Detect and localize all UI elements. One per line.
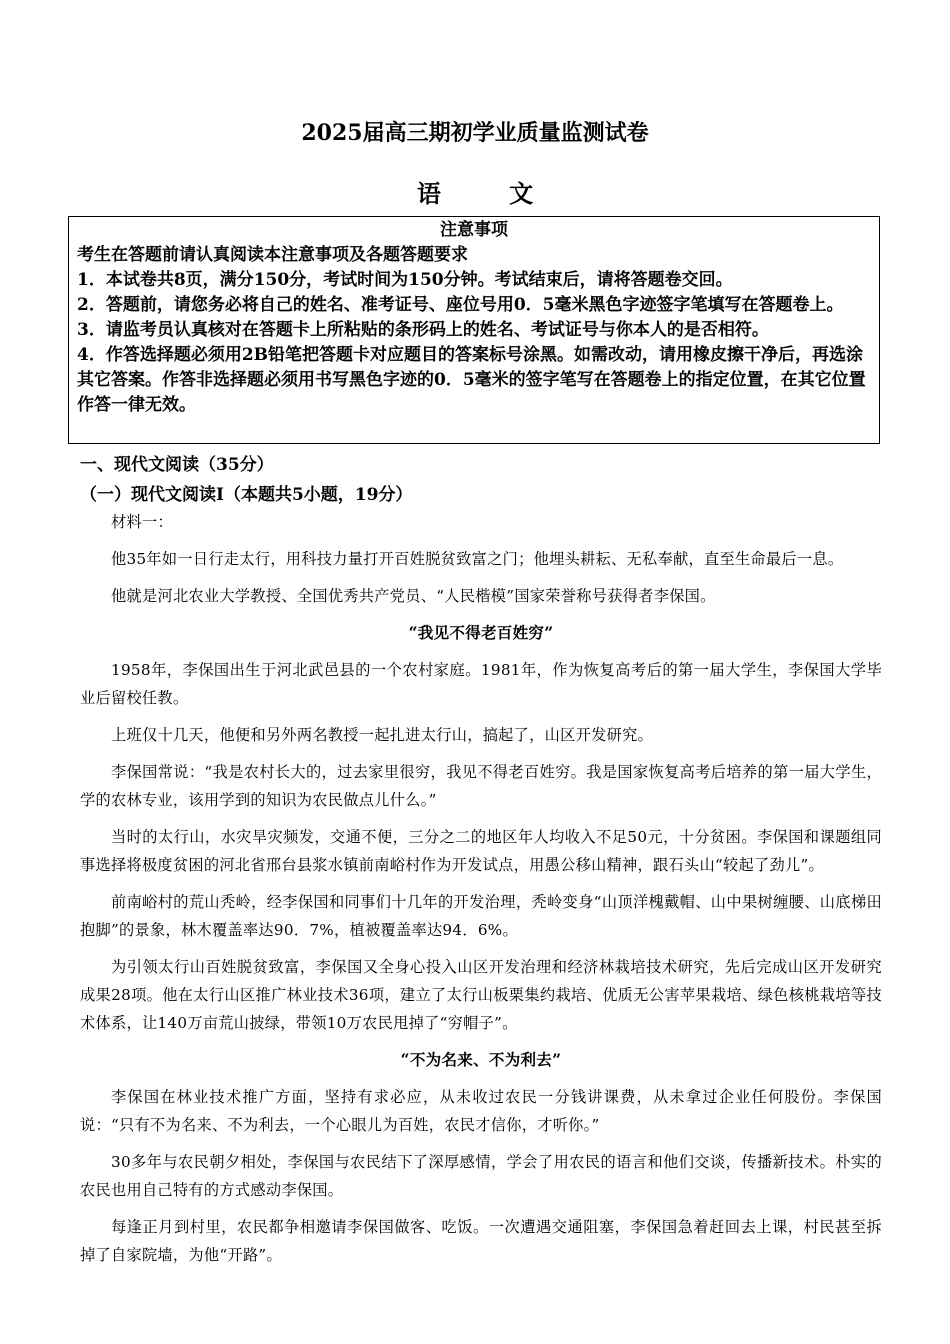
subject-title: 语 文 [416, 179, 564, 208]
notice-item-2: 2．答题前，请您务必将自己的姓名、准考证号、座位号用0．5毫米黑色字迹签字笔填写在答题卷上。 [77, 295, 844, 315]
exam-title: 2025届高三期初学业质量监测试卷 [301, 120, 649, 146]
material-label: 材料一： [111, 513, 173, 531]
reading-material [80, 508, 882, 1278]
paragraph: 为引领太行山百姓脱贫致富，李保国又全身心投入山区开发治理和经济林栽培技术研究，先后完成山区开发研究成果28项。他在太行山区推广林业技术36项，建立了太行山板栗集约栽培、优质无公害苹果栽培、绿色核桃栽培等技术体系，让140万亩荒山披绿，带领10万农民甩掉了“穷帽子”。 [80, 958, 882, 1032]
section-subheading: （一）现代文阅读Ⅰ（本题共5小题，19分） [80, 485, 413, 505]
material-subheading: “我见不得老百姓穷” [408, 623, 554, 642]
notice-heading: 注意事项 [440, 220, 508, 240]
paragraph: 前南峪村的荒山秃岭，经李保国和同事们十几年的开发治理，秃岭变身“山顶洋槐戴帽、山中果树缠腰、山底梯田抱脚”的景象，林木覆盖率达90．7%，植被覆盖率达94．6%。 [80, 893, 882, 939]
notice-item-4: 4．作答选择题必须用2B铅笔把答题卡对应题目的答案标号涂黑。如需改动，请用橡皮擦干净后，再选涂其它答案。作答非选择题必须用书写黑色字迹的0．5毫米的签字笔写在答题卷上的指定位置，在其它位置作答一律无效。 [77, 345, 866, 415]
paragraph: 他就是河北农业大学教授、全国优秀共产党员、“人民楷模”国家荣誉称号获得者李保国。 [111, 587, 716, 605]
notice-item-3: 3．请监考员认真核对在答题卡上所粘贴的条形码上的姓名、考试证号与你本人的是否相符。 [77, 320, 769, 340]
paragraph: 他35年如一日行走太行，用科技力量打开百姓脱贫致富之门；他埋头耕耘、无私奉献，直至生命最后一息。 [111, 550, 844, 568]
paragraph: 每逢正月到村里，农民都争相邀请李保国做客、吃饭。一次遭遇交通阻塞，李保国急着赶回去上课，村民甚至拆掉了自家院墙，为他“开路”。 [80, 1218, 882, 1264]
paragraph: 上班仅十几天，他便和另外两名教授一起扎进太行山，搞起了，山区开发研究。 [111, 726, 654, 744]
notice-box [68, 216, 880, 444]
paragraph: 当时的太行山，水灾旱灾频发，交通不便，三分之二的地区年人均收入不足50元，十分贫困。李保国和课题组同事选择将极度贫困的河北省邢台县浆水镇前南峪村作为开发试点，用愚公移山精神，跟石头山“较起了劲儿”。 [80, 828, 882, 874]
material-subheading: “不为名来、不为利去” [400, 1050, 562, 1069]
notice-item-1: 1．本试卷共8页，满分150分，考试时间为150分钟。考试结束后，请将答题卷交回。 [77, 270, 733, 290]
notice-intro: 考生在答题前请认真阅读本注意事项及各题答题要求 [77, 245, 468, 265]
section-heading: 一、现代文阅读（35分） [80, 455, 274, 475]
paragraph: 1958年，李保国出生于河北武邑县的一个农村家庭。1981年，作为恢复高考后的第一届大学生，李保国大学毕业后留校任教。 [80, 661, 882, 707]
paragraph: 李保国在林业技术推广方面，坚持有求必应，从未收过农民一分钱讲课费，从未拿过企业任何股份。李保国说：“只有不为名来、不为利去，一个心眼儿为百姓，农民才信你，才听你。” [80, 1088, 882, 1134]
paragraph: 李保国常说：“我是农村长大的，过去家里很穷，我见不得老百姓穷。我是国家恢复高考后培养的第一届大学生，学的农林专业，该用学到的知识为农民做点儿什么。” [80, 763, 882, 809]
paragraph: 30多年与农民朝夕相处，李保国与农民结下了深厚感情，学会了用农民的语言和他们交谈，传播新技术。朴实的农民也用自己特有的方式感动李保国。 [80, 1153, 882, 1199]
